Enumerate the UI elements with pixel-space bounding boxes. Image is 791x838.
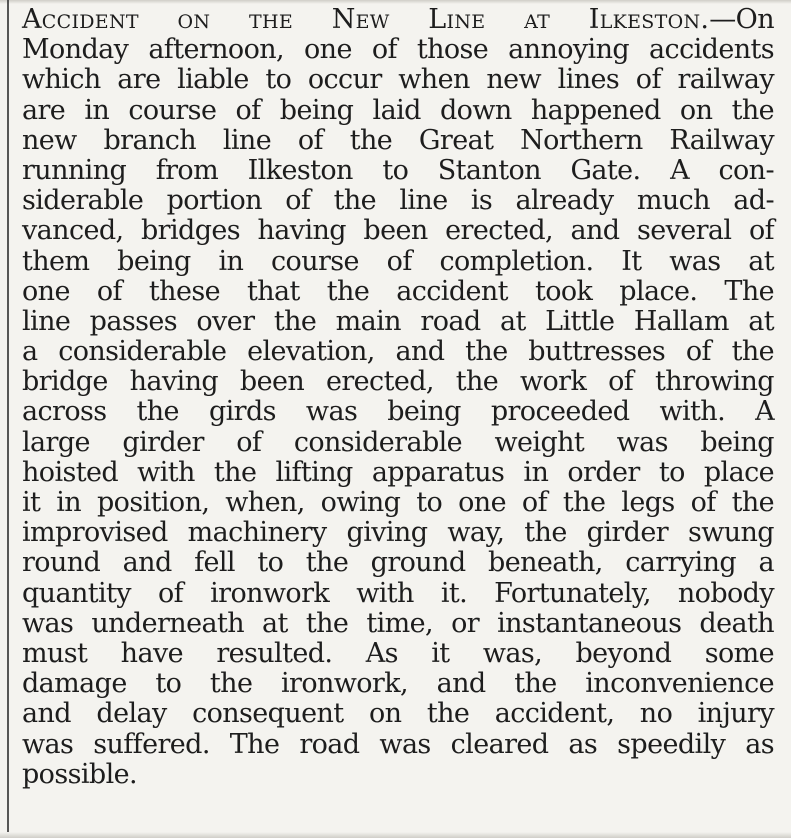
article-line: must have resulted. As it was, beyond some bbox=[22, 637, 774, 669]
article-line: siderable portion of the line is already much ad- bbox=[22, 185, 774, 217]
article-line: running from Ilkeston to Stanton Gate. A con- bbox=[22, 154, 774, 186]
article-line: and delay consequent on the accident, no injury bbox=[22, 698, 774, 730]
article-line: Monday afternoon, one of those annoying accidents bbox=[22, 34, 774, 66]
article-line: line passes over the main road at Little Hallam at bbox=[22, 305, 774, 337]
article-headline: Accident on the New Line at Ilkeston. bbox=[22, 4, 710, 35]
article-line: was suffered. The road was cleared as speedily as bbox=[22, 728, 774, 760]
article-line: across the girds was being proceeded with. A bbox=[22, 396, 774, 428]
article-line bbox=[22, 5, 774, 35]
article-line: round and fell to the ground beneath, carrying a bbox=[22, 547, 774, 579]
article-line: quantity of ironwork with it. Fortunately, nobody bbox=[22, 577, 774, 609]
column-rule bbox=[7, 0, 9, 838]
article-line: was underneath at the time, or instantaneous death bbox=[22, 607, 774, 639]
article-line: possible. bbox=[22, 758, 137, 790]
article-line: hoisted with the lifting apparatus in order to place bbox=[22, 456, 774, 488]
article-text bbox=[22, 5, 774, 790]
article-line: one of these that the accident took place. The bbox=[22, 275, 774, 307]
headline-dash: —On bbox=[709, 4, 774, 35]
article-line: it in position, when, owing to one of the legs of the bbox=[22, 487, 774, 518]
article-line: bridge having been erected, the work of throwing bbox=[22, 366, 774, 398]
article-line: which are liable to occur when new lines of railway bbox=[22, 64, 774, 96]
article-line: damage to the ironwork, and the inconvenience bbox=[22, 668, 774, 700]
article-line: them being in course of completion. It was at bbox=[22, 245, 774, 277]
article-line: are in course of being laid down happened on the bbox=[22, 94, 774, 126]
article-line: new branch line of the Great Northern Railway bbox=[22, 124, 774, 156]
article-line: a considerable elevation, and the buttresses of the bbox=[22, 336, 774, 368]
page-bottom-edge bbox=[0, 832, 791, 838]
article-line: vanced, bridges having been erected, and several of bbox=[22, 215, 774, 247]
article-line: improvised machinery giving way, the girder swung bbox=[22, 517, 774, 549]
article-line: large girder of considerable weight was being bbox=[22, 426, 774, 458]
